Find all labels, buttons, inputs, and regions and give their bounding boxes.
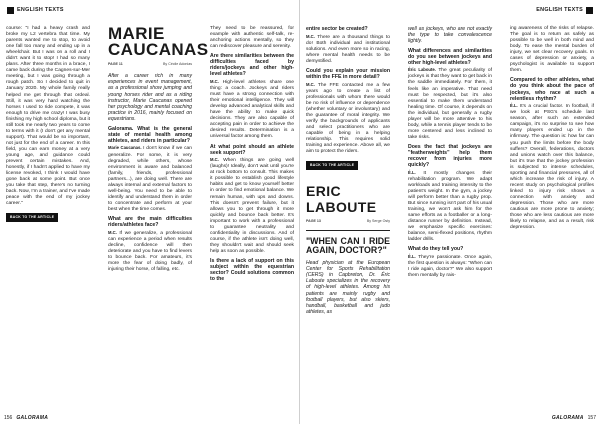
question: What do they tell you? bbox=[408, 246, 464, 253]
right-page bbox=[300, 0, 600, 424]
question: Could you explain your mission within the FFE in more detail? bbox=[306, 67, 390, 80]
answer: É.L. They're passionate. Once again, the first question is always: "When can I ride again, doctor?" We also support them mentally by rais- bbox=[408, 253, 493, 279]
question: What differences and similarities do you see between jockeys and other high-level athletes? bbox=[408, 47, 492, 66]
brand-logo: GALORAMA bbox=[16, 415, 49, 421]
back-to-article-button[interactable]: BACK TO THE ARTICLE bbox=[6, 213, 58, 222]
left-column-2 bbox=[108, 24, 209, 274]
question: Is there a lack of support on this subject within the equestrian sector? Could solutions common to the bbox=[210, 257, 294, 283]
answer: M.C. If we generalize, a professional can experience a period when results decline, confidence will then deteriorate and you have to find levers to bounce back. For amateurs, it's more the fear of doing badly, of injuring their horse, of falling, etc. bbox=[108, 229, 192, 272]
answer: Marie Caucanas. I don't know if we can generalize. For some, it is very degraded, while others, whose environment is aware and balanced (family, friends, professional partners...), are doing well. There are always internal and external factors to well-being. You need to be able to identify and understand them in order to concentrate and perform at your best when the time comes. bbox=[108, 145, 192, 212]
page-tag[interactable]: PAGE 13 bbox=[306, 218, 321, 223]
author-name: By Cécile Adonias bbox=[163, 62, 192, 66]
question: Galorama. What is the general state of mental health among athletes, and riders in particular? bbox=[108, 125, 192, 144]
question: Are there similarities between the difficulties faced by riders/jockeys and other high-level athletes? bbox=[210, 53, 294, 78]
article-paragraph: They need to be reassured, for example with authentic self-talk, re-anchoring actions mentally, so they can rediscover pleasure and serenity. bbox=[210, 26, 294, 50]
question-marker: Galorama. bbox=[108, 125, 138, 132]
right-column-2 bbox=[408, 26, 492, 281]
answer: M.C. High-level athletes share one thing: a coach. Jockeys and riders must have a strong connection with their emotional intelligence. They will develop advanced analytical skills and have the ability to make quick decisions. They are also capable of accepting pain in order to achieve the desired results. Determination is a universal factor among them. bbox=[210, 79, 294, 140]
left-column-1 bbox=[6, 26, 90, 222]
question: What are the main difficulties riders/athletes face? bbox=[108, 215, 192, 229]
answer: É.L. It mostly changes their rehabilitation program. We adapt workloads and training intensity to the patient's weight. In the gym, a jockey will perform better than a rugby prop. But since running isn't part of his usual training, we won't ask him for the same efforts as a footballer or a long-distance runner by definition. Instead, we emphasize specific exercises: balance, semi-flexed positions, rhythm ladder drills. bbox=[408, 169, 492, 243]
article-title-marie: MARIE CAUCANAS bbox=[108, 24, 209, 59]
article-quote-title: "WHEN CAN I RIDE AGAIN, DOCTOR?" bbox=[306, 235, 390, 255]
answer: M.C. There are a thousand things to do! Both individual and institutional solutions. And even more so in racing, where mental health needs to be demystified. bbox=[306, 33, 390, 64]
question: Compared to other athletes, what do you think about the pace of jockeys, who race at such a relentless rhythm? bbox=[510, 77, 594, 102]
right-column-3 bbox=[510, 26, 594, 233]
byline-marie bbox=[108, 61, 192, 67]
answer: Éric Laboute. The great peculiarity of jockeys is that they want to get back in the saddle immediately. For them, it feels like an imperative. That need must be respected, but it's also essential to make them understand healing time. Of course, it depends on the individual, but generally a rugby player will be more attentive to his body, while a tennis player tends to be more centered and less inclined to take risks. bbox=[408, 67, 492, 140]
page-header bbox=[536, 5, 596, 15]
byline-eric bbox=[306, 218, 390, 224]
answer: É.L. It's a crucial factor. In football, if we look at PSG's schedule last season, after such an extended campaign, it's no surprise to see how many players ended up in the infirmary. The question is: how far can you push the limits before the body suffers? Overall, federations, doctors and unions watch over this balance, but it's true that the jockey profession is subjected to intense schedules, sporting and financial pressures, all of which increase the risk of injury. A recent study on psychological profiles linked to injury risk shows a connection with anxiety and depression. Those who are more cautious are more prone to anxiety; those who are less cautious are more likely to relapse, and as a result, risk depression. bbox=[510, 103, 595, 231]
author-name: By Serge Osty bbox=[366, 218, 390, 223]
question: Does the fact that jockeys are "featherweights" help them recover from injuries more quickly? bbox=[408, 143, 492, 169]
page-number: 156 bbox=[4, 415, 13, 421]
article-paragraph: course: "I had a heavy crash and broke my L2 vertebra that time. My parents wanted me to stop, to avoid one fall too many and ending up in a wheelchair. But I was on a roll and I didn't want it to stop! I had so many plans. After three months in a brace, I came back during the Cagnes-sur-Mer meeting, but I was going through a rough patch. So I decided to quit in January 2020. My whole family really helped me get through that ordeal. Still, it was very hard watching the horses I used to ride compete, it was enough to drive me crazy! I was busy finishing my high school diploma, but it still took me nearly two years to come to terms with it (I don't get any mental support). That would be so important, not just for the end of a career. In this field, you can earn money at a very young age, and guidance could prevent certain mistakes. And, honestly, if I hadn't applied to have my license revoked, I think I would have gone back at some point. But once you take that step, there's no turning back. Now, I'm a trainer, and I've made peace with the end of my jockey career." bbox=[6, 26, 90, 207]
page-footer bbox=[4, 415, 48, 421]
header-square-icon bbox=[586, 7, 593, 14]
answer: M.C. The FFE contacted me a few years ago to create a list of professionals with whom there would be no risk of influence or dependence (whether voluntary or involuntary) and the guarantee of moral integrity. We verify the backgrounds of applicants and select practitioners who are capable of being in a helping relationship. This requires solid training and experience. Above all, we aim to protect the riders. bbox=[306, 81, 390, 155]
page-tag[interactable]: PAGE 11 bbox=[108, 62, 123, 66]
page-number: 157 bbox=[587, 415, 596, 421]
article-title-eric: ERIC LABOUTE bbox=[306, 182, 377, 215]
header-square-icon bbox=[7, 7, 14, 14]
question: entire sector be created? bbox=[306, 26, 368, 32]
article-intro: Head physician at the European Center for Sports Rehabilitation (CERS) in Capbreton, Dr. Éric Laboute specializes in the recovery of high-level athletes. Among his patients are mainly rugby and football players, but also skiers, handball, basketball and judo athletes, as bbox=[306, 259, 390, 316]
page-footer bbox=[552, 415, 596, 421]
left-column-3 bbox=[210, 26, 294, 284]
header-section-title: ENGLISH TEXTS bbox=[536, 7, 583, 13]
right-column-1 bbox=[306, 26, 390, 317]
back-to-article-button[interactable]: BACK TO THE ARTICLE bbox=[306, 161, 358, 170]
question: At what point should an athlete seek support? bbox=[210, 143, 294, 156]
divider bbox=[306, 230, 390, 231]
article-intro: After a career rich in many experiences in event management, as a professional show jumping and young horses rider and as a riding instructor, Marie Caucanas opened her psychology and mental coaching practice in 2016, mainly focused on equestrians. bbox=[108, 73, 192, 123]
brand-logo: GALORAMA bbox=[551, 415, 584, 421]
article-intro-continued: well as jockeys, who are not exactly the type to take convalescence lightly. bbox=[408, 26, 492, 45]
article-paragraph: ing awareness of the risks of relapse. The goal is to return as safely as possible to be well in both mind and body. To ease the mental burden of injury, we set clear recovery goals. In cases of depression or anxiety, a psychologist is available to support them. bbox=[510, 26, 594, 74]
header-section-title: ENGLISH TEXTS bbox=[17, 7, 64, 13]
page-header bbox=[4, 5, 64, 15]
answer: M.C. When things are going well (laughs)! Ideally, don't wait until you're at rock bottom to consult. This makes it possible to establish good lifestyle habits and get to know yourself better in order to find emotional balance. We remain human, with ups and downs. This doesn't prevent failure, but it allows you to get through it more quickly and bounce back better. It's important to work with a professional to guarantee neutrality and confidentiality in discussions. And of course, if the athlete isn't doing well, they shouldn't wait and should seek help as soon as possible. bbox=[210, 157, 294, 254]
